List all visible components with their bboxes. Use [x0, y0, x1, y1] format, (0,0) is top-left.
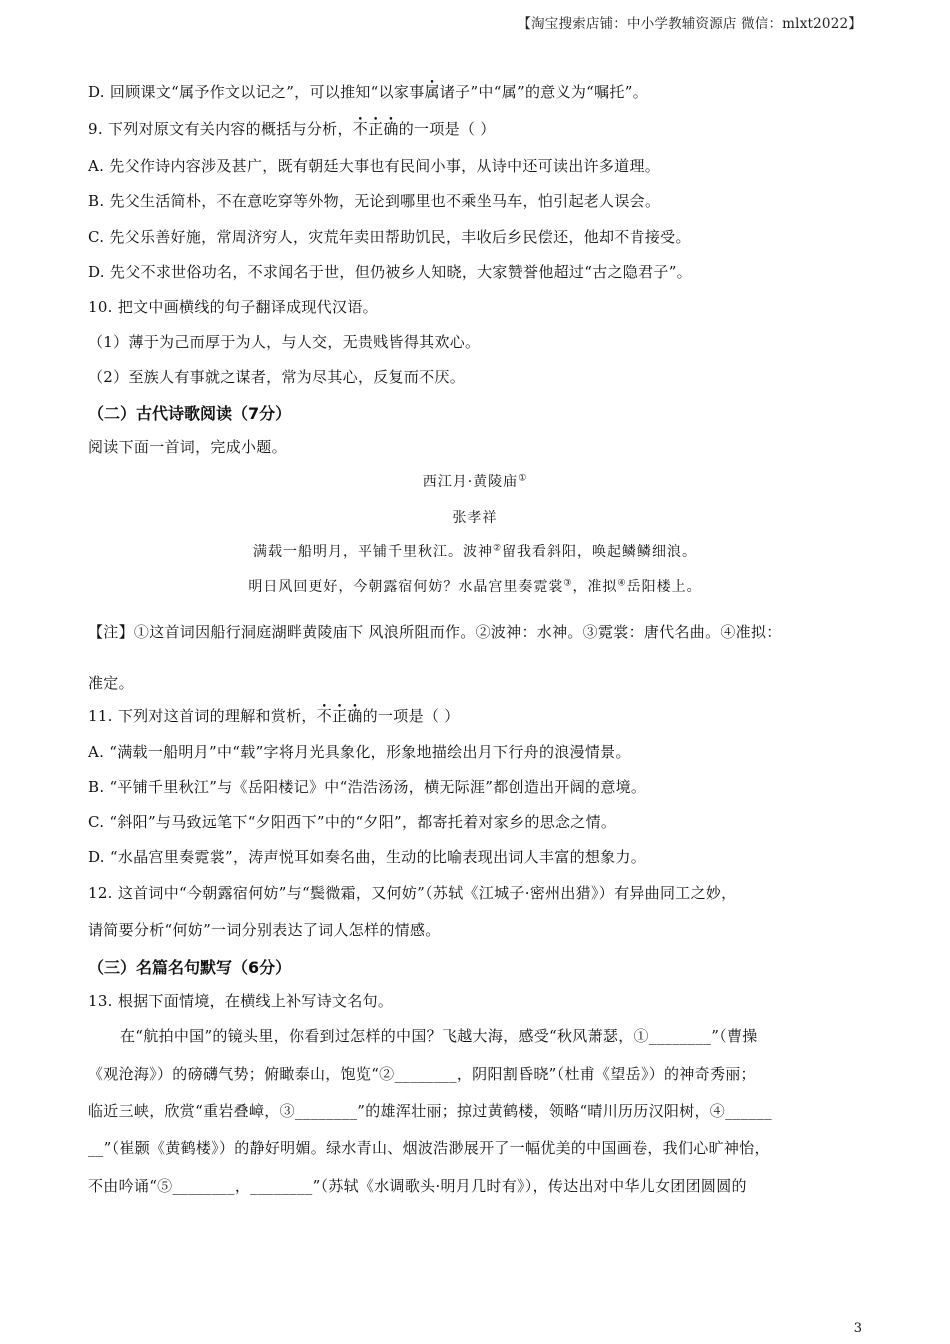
q13-passage-4: __”（崔颢《黄鹤楼》）的静好明媚。绿水青山、烟波浩渺展开了一幅优美的中国画卷，我们心旷神怡，: [88, 1139, 770, 1157]
emphasis-dot-char: 不: [316, 707, 333, 725]
emphasis-dot-char: 不: [352, 120, 369, 138]
q8-option-d: D. 回顾课文“属予作文以记之”，可以推知“以家事属诸子”中“属”的意义为“嘱托”。: [88, 83, 649, 101]
q13-passage-2: 《观沧海》）的磅礴气势；俯瞰泰山，饱览“②________，阴阳割昏晓”（杜甫《望岳》）的神奇秀丽；: [88, 1065, 756, 1083]
emphasis-dot-char: 正: [332, 707, 348, 725]
q11-option-a: A. “满载一船明月”中“载”字将月光具象化，形象地描绘出月下行舟的浪漫情景。: [88, 743, 631, 761]
emphasis-dot-char: 确: [383, 120, 399, 138]
q9-option-d: D. 先父不求世俗功名，不求闻名于世，但仍被乡人知晓，大家赞誉他超过“古之隐君子”。: [88, 263, 692, 281]
q10-sentence-2: （2）至族人有事就之谋者，常为尽其心，反复而不厌。: [88, 368, 466, 386]
q9-option-c: C. 先父乐善好施，常周济穷人，灾荒年卖田帮助饥民，丰收后乡民偿还，他却不肯接受。: [88, 228, 691, 246]
q11-stem: 11. 下列对这首词的理解和赏析，不正确的一项是（ ）: [88, 707, 460, 725]
q12-line-2: 请简要分析“何妨”一词分别表达了词人怎样的情感。: [88, 921, 441, 939]
emphasis-dot-char: 正: [368, 120, 384, 138]
section-2-intro: 阅读下面一首词，完成小题。: [88, 438, 287, 456]
q13-passage-3: 临近三峡，欣赏“重岩叠嶂，③________”的雄浑壮丽；掠过黄鹤楼，领略“晴川历历汉阳树，④______: [88, 1102, 772, 1120]
emphasis-dot-char: 确: [347, 707, 363, 725]
q13-passage-5: 不由吟诵“⑤________，________”（苏轼《水调歌头·明月几时有》），传达出对中华儿女团团圆圆的: [88, 1177, 747, 1195]
poem-line-1: 满载一船明月，平铺千里秋江。波神②留我看斜阳，唤起鳞鳞细浪。: [252, 543, 698, 560]
q11-option-c: C. “斜阳”与马致远笔下“夕阳西下”中的“夕阳”，都寄托着对家乡的思念之情。: [88, 813, 617, 831]
shop-header: 【淘宝搜索店铺：中小学教辅资源店 微信：mlxt2022】: [517, 16, 862, 32]
q9-option-b: B. 先父生活简朴，不在意吃穿等外物，无论到哪里也不乘坐马车，怕引起老人误会。: [88, 192, 661, 210]
q10-stem: 10. 把文中画横线的句子翻译成现代汉语。: [88, 298, 378, 316]
emphasis-dot-char: 属: [424, 83, 440, 101]
q11-option-d: D. “水晶宫里奏霓裳”，涛声悦耳如奏名曲，生动的比喻表现出词人丰富的想象力。: [88, 848, 647, 866]
poem-title: 西江月·黄陵庙①: [422, 473, 528, 490]
poem-note-cont: 准定。: [88, 674, 134, 692]
q13-passage-1: 在“航拍中国”的镜头里，你看到过怎样的中国？飞越大海，感受“秋风萧瑟，①________”（曹操: [120, 1027, 758, 1045]
section-2-title: （二）古代诗歌阅读（7分）: [88, 404, 292, 423]
q13-stem: 13. 根据下面情境，在横线上补写诗文名句。: [88, 992, 394, 1010]
q9-stem: 9. 下列对原文有关内容的概括与分析，不正确的一项是（ ）: [88, 120, 496, 138]
section-3-title: （三）名篇名句默写（6分）: [88, 958, 292, 977]
q9-option-a: A. 先父作诗内容涉及甚广，既有朝廷大事也有民间小事，从诗中还可读出许多道理。: [88, 157, 661, 175]
page-number: 3: [853, 1321, 862, 1336]
poem-note: 【注】①这首词因船行洞庭湖畔黄陵庙下 风浪所阻而作。②波神：水神。③霓裳：唐代名曲。④准拟：: [88, 623, 782, 641]
q10-sentence-1: （1）薄于为己而厚于为人，与人交，无贵贱皆得其欢心。: [88, 333, 481, 351]
poem-line-2: 明日风回更好，今朝露宿何妨？水晶宫里奏霓裳③，准拟④岳阳楼上。: [248, 578, 702, 595]
poem-author: 张孝祥: [452, 510, 498, 526]
q11-option-b: B. “平铺千里秋江”与《岳阳楼记》中“浩浩汤汤，横无际涯”都创造出开阔的意境。: [88, 778, 647, 796]
q12-line-1: 12. 这首词中“今朝露宿何妨”与“鬓微霜，又何妨”（苏轼《江城子·密州出猎》）有异曲同工之妙，: [88, 884, 737, 902]
